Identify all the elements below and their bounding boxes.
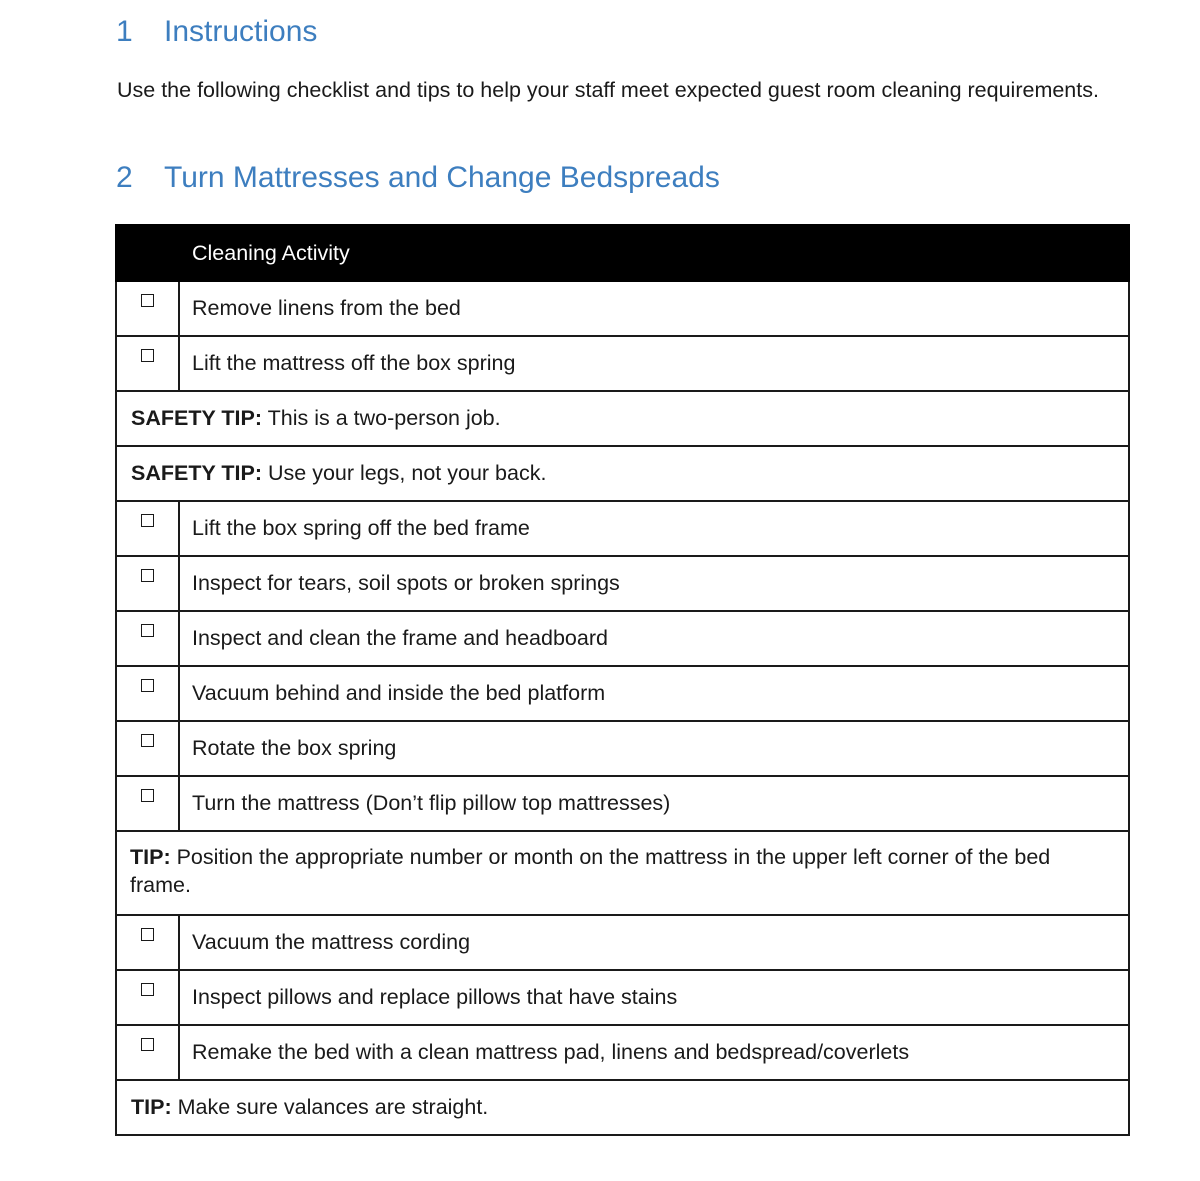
checkbox[interactable]	[141, 679, 154, 692]
activity-text: Inspect pillows and replace pillows that have stains	[179, 970, 1129, 1025]
activity-text: Vacuum behind and inside the bed platform	[179, 666, 1129, 721]
checkbox-cell	[116, 776, 179, 831]
tip-cell	[116, 446, 1129, 501]
tip-text: This is a two-person job.	[262, 406, 501, 430]
section-title: Instructions	[164, 15, 318, 48]
tip-text: Position the appropriate number or month on the mattress in the upper left corner of the bed frame.	[130, 845, 1051, 897]
tip-row	[116, 831, 1129, 915]
checkbox[interactable]	[141, 294, 154, 307]
table-header-row	[116, 225, 1129, 281]
table-row	[116, 1025, 1129, 1080]
safety-tip-row	[116, 391, 1129, 446]
table-row	[116, 556, 1129, 611]
checkbox-cell	[116, 1025, 179, 1080]
table-row	[116, 281, 1129, 336]
checkbox-cell	[116, 970, 179, 1025]
checkbox[interactable]	[141, 983, 154, 996]
table-row	[116, 915, 1129, 970]
checkbox-cell	[116, 666, 179, 721]
table-row	[116, 611, 1129, 666]
tip-label: SAFETY TIP:	[131, 406, 263, 430]
section-number: 1	[116, 15, 133, 48]
table-header-cleaning-activity: Cleaning Activity	[179, 225, 1129, 281]
cleaning-checklist-table	[115, 224, 1130, 1136]
checkbox-cell	[116, 281, 179, 336]
tip-text: Use your legs, not your back.	[262, 461, 547, 485]
activity-text: Remove linens from the bed	[179, 281, 1129, 336]
checkbox[interactable]	[141, 624, 154, 637]
table-row	[116, 666, 1129, 721]
checkbox[interactable]	[141, 349, 154, 362]
checkbox-cell	[116, 336, 179, 391]
checkbox[interactable]	[141, 734, 154, 747]
tip-label: TIP:	[131, 1095, 172, 1119]
activity-text: Inspect and clean the frame and headboard	[179, 611, 1129, 666]
activity-text: Lift the box spring off the bed frame	[179, 501, 1129, 556]
section-number: 2	[116, 161, 133, 194]
checkbox-cell	[116, 611, 179, 666]
tip-label: SAFETY TIP:	[131, 461, 263, 485]
activity-text: Turn the mattress (Don’t flip pillow top mattresses)	[179, 776, 1129, 831]
activity-text: Rotate the box spring	[179, 721, 1129, 776]
checkbox[interactable]	[141, 514, 154, 527]
tip-label: TIP:	[130, 845, 171, 869]
checkbox[interactable]	[141, 928, 154, 941]
table-row	[116, 776, 1129, 831]
tip-cell	[116, 831, 1129, 915]
safety-tip-row	[116, 446, 1129, 501]
checkbox-cell	[116, 721, 179, 776]
checkbox-cell	[116, 915, 179, 970]
intro-paragraph: Use the following checklist and tips to help your staff meet expected guest room cleaning requirements.	[117, 78, 1099, 102]
tip-row	[116, 1080, 1129, 1135]
activity-text: Remake the bed with a clean mattress pad, linens and bedspread/coverlets	[179, 1025, 1129, 1080]
checkbox[interactable]	[141, 789, 154, 802]
table-row	[116, 336, 1129, 391]
tip-cell	[116, 391, 1129, 446]
tip-text: Make sure valances are straight.	[171, 1095, 489, 1119]
activity-text: Vacuum the mattress cording	[179, 915, 1129, 970]
section-title: Turn Mattresses and Change Bedspreads	[164, 161, 720, 194]
table-row	[116, 501, 1129, 556]
checkbox[interactable]	[141, 1038, 154, 1051]
activity-text: Inspect for tears, soil spots or broken springs	[179, 556, 1129, 611]
table-row	[116, 721, 1129, 776]
checkbox[interactable]	[141, 569, 154, 582]
activity-text: Lift the mattress off the box spring	[179, 336, 1129, 391]
section-heading-instructions	[116, 14, 317, 50]
checkbox-cell	[116, 556, 179, 611]
tip-cell	[116, 1080, 1129, 1135]
checkbox-cell	[116, 501, 179, 556]
section-heading-mattresses	[116, 160, 720, 196]
header-empty-cell	[116, 225, 179, 281]
table-row	[116, 970, 1129, 1025]
